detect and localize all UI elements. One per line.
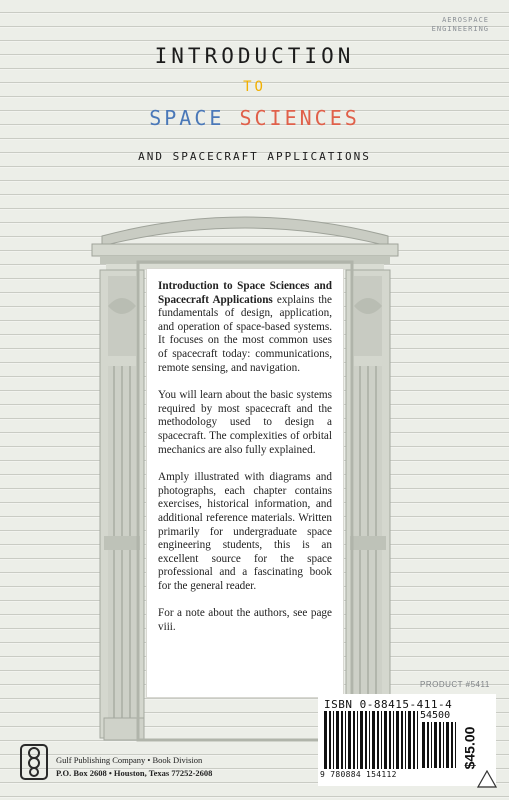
barcode-bar [341,711,343,769]
subtitle: AND SPACECRAFT APPLICATIONS [138,150,371,163]
barcode-bar [401,711,403,769]
ean5-code: 54500 [420,710,451,721]
triangle-mark-icon [477,770,497,788]
barcode-bar [329,711,331,769]
barcode-block [318,694,496,786]
barcode-bar [451,722,453,768]
barcode-bar [381,711,382,769]
publisher-address: P.O. Box 2608 • Houston, Texas 77252-2608 [56,768,213,778]
isbn-label: ISBN 0-88415-411-4 [324,698,453,711]
barcode-bar [396,711,399,769]
publisher-logo-icon [20,744,48,780]
barcode-bar [427,722,429,768]
description-paragraph-3: Amply illustrated with diagrams and photographs, each chapter contains exercises, historical information, and additional reference materials. Written primarily for undergraduate space engineering students, this is an excellent source for the space professional and a fascinating book for the general reader. [158,471,332,592]
barcode-digits: 9 780884 154112 [320,770,397,779]
barcode-bar [357,711,358,769]
barcode-bar [365,711,367,769]
barcode-bar [348,711,351,769]
price-text: $45.00 [461,726,478,770]
publisher-name: Gulf Publishing Company • Book Division [56,755,203,765]
ean13-barcode [324,711,420,769]
barcode-bar [405,711,406,769]
description-paragraph-1-text: explains the fundamentals of design, application, and operation of space-based systems. It focuses on the most common uses of spacecraft today: communications, remote sensing, and navigation. [158,293,332,374]
book-title-bold: Introduction to Space Sciences and Spacecraft Applications [158,280,332,306]
barcode-bar [333,711,334,769]
barcode-bar [372,711,375,769]
title-sciences: SCIENCES [239,106,360,130]
description-paragraph-1 [158,280,332,375]
barcode-bar [345,711,346,769]
category-line-2: ENGINEERING [431,25,489,33]
barcode-bar [384,711,387,769]
barcode-bar [413,711,415,769]
barcode-bar [360,711,363,769]
barcode-bar [389,711,391,769]
description-paragraph-2: You will learn about the basic systems required by most spacecraft and the methodology used to design a spacecraft. The complexities of orbital mechanics are also fully explained. [158,389,332,456]
description-panel [146,268,344,698]
barcode-bar [369,711,370,769]
barcode-bar [455,722,456,768]
barcode-bar [353,711,355,769]
category-line-1: AEROSPACE [442,16,489,24]
barcode-bar [324,711,327,769]
title-space: SPACE [149,106,225,130]
barcode-bar [434,722,437,768]
title-space-sciences [0,106,509,130]
barcode-bar [393,711,394,769]
product-number: PRODUCT #5411 [420,680,490,689]
barcode-bar [443,722,444,768]
barcode-bar [336,711,339,769]
title-to: TO [243,79,266,95]
barcode-bar [417,711,418,769]
barcode-bar [446,722,449,768]
barcode-bar [422,722,425,768]
title-introduction: INTRODUCTION [154,44,355,68]
barcode-bar [439,722,441,768]
barcode-bar [377,711,379,769]
barcode-bar [431,722,432,768]
description-paragraph-4: For a note about the authors, see page viii. [158,607,332,634]
category-label [432,16,489,34]
barcode-bar [408,711,411,769]
ean5-barcode [422,722,458,768]
